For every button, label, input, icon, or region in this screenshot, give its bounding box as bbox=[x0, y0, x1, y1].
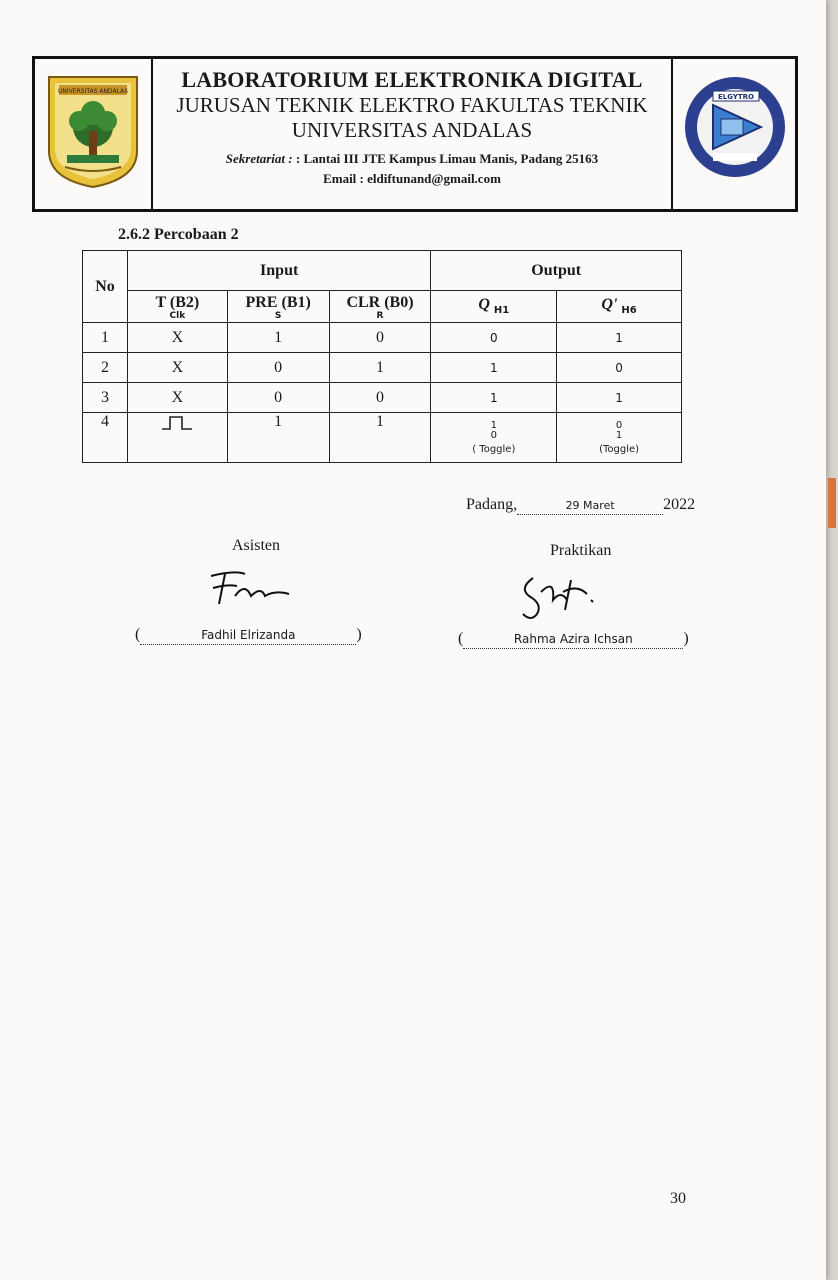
cell-clr: 1 bbox=[329, 353, 431, 383]
date-prefix: Padang, bbox=[466, 496, 518, 513]
cell-no: 3 bbox=[83, 383, 128, 413]
svg-text:UNIVERSITAS ANDALAS: UNIVERSITAS ANDALAS bbox=[58, 88, 128, 95]
header-clr-label: CLR (B0) bbox=[346, 293, 414, 311]
cell-no: 2 bbox=[83, 353, 128, 383]
table-row bbox=[83, 383, 682, 413]
header-pre-note: S bbox=[274, 310, 282, 321]
assistant-title: Asisten bbox=[232, 537, 280, 554]
cell-pre: 0 bbox=[227, 383, 329, 413]
page-number: 30 bbox=[670, 1190, 686, 1207]
cell-no: 4 bbox=[83, 413, 128, 463]
header-input: Input bbox=[127, 251, 430, 291]
cell-clr: 1 bbox=[329, 413, 431, 463]
header-q-label: Q bbox=[478, 296, 490, 314]
table-row bbox=[83, 323, 682, 353]
truth-table bbox=[82, 250, 682, 463]
header-qn-label: Q' bbox=[601, 296, 618, 314]
cell-pre: 1 bbox=[227, 323, 329, 353]
cell-pre: 1 bbox=[227, 413, 329, 463]
header-qn-note: H6 bbox=[621, 305, 637, 317]
letterhead-text bbox=[153, 59, 671, 209]
cell-t: X bbox=[127, 353, 227, 383]
lab-email: Email : eldiftunand@gmail.com bbox=[323, 171, 501, 186]
cell-qn-note: (Toggle) bbox=[599, 443, 640, 455]
cell-q-note: ( Toggle) bbox=[472, 443, 516, 455]
date-fill bbox=[517, 496, 663, 515]
header-no: No bbox=[83, 251, 128, 323]
header-pre bbox=[227, 291, 329, 323]
cell-clr: 0 bbox=[329, 323, 431, 353]
header-q-note: H1 bbox=[493, 305, 510, 317]
header-qn bbox=[557, 291, 682, 323]
lab-logo-icon bbox=[683, 75, 787, 179]
university-name: UNIVERSITAS ANDALAS bbox=[291, 118, 533, 142]
header-output: Output bbox=[431, 251, 682, 291]
cell-qn bbox=[557, 413, 682, 463]
student-name-line: ( Rahma Azira Ichsan ) bbox=[458, 630, 689, 647]
cell-q: 0 bbox=[431, 323, 557, 353]
header-t-note: Clk bbox=[169, 310, 186, 321]
table-header-row-2 bbox=[83, 291, 682, 323]
header-clr-note: R bbox=[376, 310, 384, 321]
cell-q-value-2: 0 bbox=[490, 429, 497, 441]
secretariat-label: Sekretariat : bbox=[225, 151, 293, 166]
header-pre-label: PRE (B1) bbox=[245, 293, 311, 311]
date-day-month: 29 Maret bbox=[565, 499, 615, 512]
cell-q-value-1: 1 bbox=[490, 419, 497, 431]
cell-t: X bbox=[127, 383, 227, 413]
student-title: Praktikan bbox=[550, 542, 612, 559]
edge-tab bbox=[828, 478, 836, 528]
assistant-name: Fadhil Elrizanda bbox=[201, 628, 296, 642]
date-line bbox=[466, 496, 695, 515]
department-name: JURUSAN TEKNIK ELEKTRO FAKULTAS TEKNIK bbox=[176, 93, 648, 117]
letterhead bbox=[32, 56, 798, 212]
clock-pulse-icon bbox=[160, 413, 194, 433]
cell-pre: 0 bbox=[227, 353, 329, 383]
cell-q: 1 bbox=[431, 353, 557, 383]
cell-t: X bbox=[127, 323, 227, 353]
cell-no: 1 bbox=[83, 323, 128, 353]
header-clr bbox=[329, 291, 431, 323]
header-t-label: T (B2) bbox=[155, 293, 200, 311]
section-title: 2.6.2 Percobaan 2 bbox=[118, 226, 239, 243]
cell-qn: 1 bbox=[557, 383, 682, 413]
cell-q bbox=[431, 413, 557, 463]
cell-t bbox=[127, 413, 227, 463]
header-t bbox=[127, 291, 227, 323]
secretariat-address bbox=[153, 151, 671, 167]
cell-qn-value-1: 0 bbox=[615, 419, 623, 431]
left-logo-box bbox=[35, 59, 153, 209]
svg-text:ELGYTRO: ELGYTRO bbox=[717, 93, 755, 101]
cell-clr: 0 bbox=[329, 383, 431, 413]
cell-qn-value-2: 1 bbox=[615, 429, 623, 441]
assistant-signature-icon bbox=[205, 566, 295, 610]
header-q bbox=[431, 291, 557, 323]
right-logo-box bbox=[671, 59, 795, 209]
table-row bbox=[83, 413, 682, 463]
cell-qn: 1 bbox=[557, 323, 682, 353]
secretariat-text: : Lantai III JTE Kampus Limau Manis, Padang 25163 bbox=[295, 151, 599, 166]
assistant-name-line: ( Fadhil Elrizanda ) bbox=[135, 626, 362, 643]
cell-q: 1 bbox=[431, 383, 557, 413]
cell-qn: 0 bbox=[557, 353, 682, 383]
table-header-row-1 bbox=[83, 251, 682, 291]
student-signature-icon bbox=[515, 570, 605, 624]
university-logo-icon bbox=[45, 71, 141, 189]
date-year: 2022 bbox=[663, 496, 696, 513]
table-row bbox=[83, 353, 682, 383]
lab-name: LABORATORIUM ELEKTRONIKA DIGITAL bbox=[181, 67, 643, 92]
student-name: Rahma Azira Ichsan bbox=[513, 632, 633, 646]
